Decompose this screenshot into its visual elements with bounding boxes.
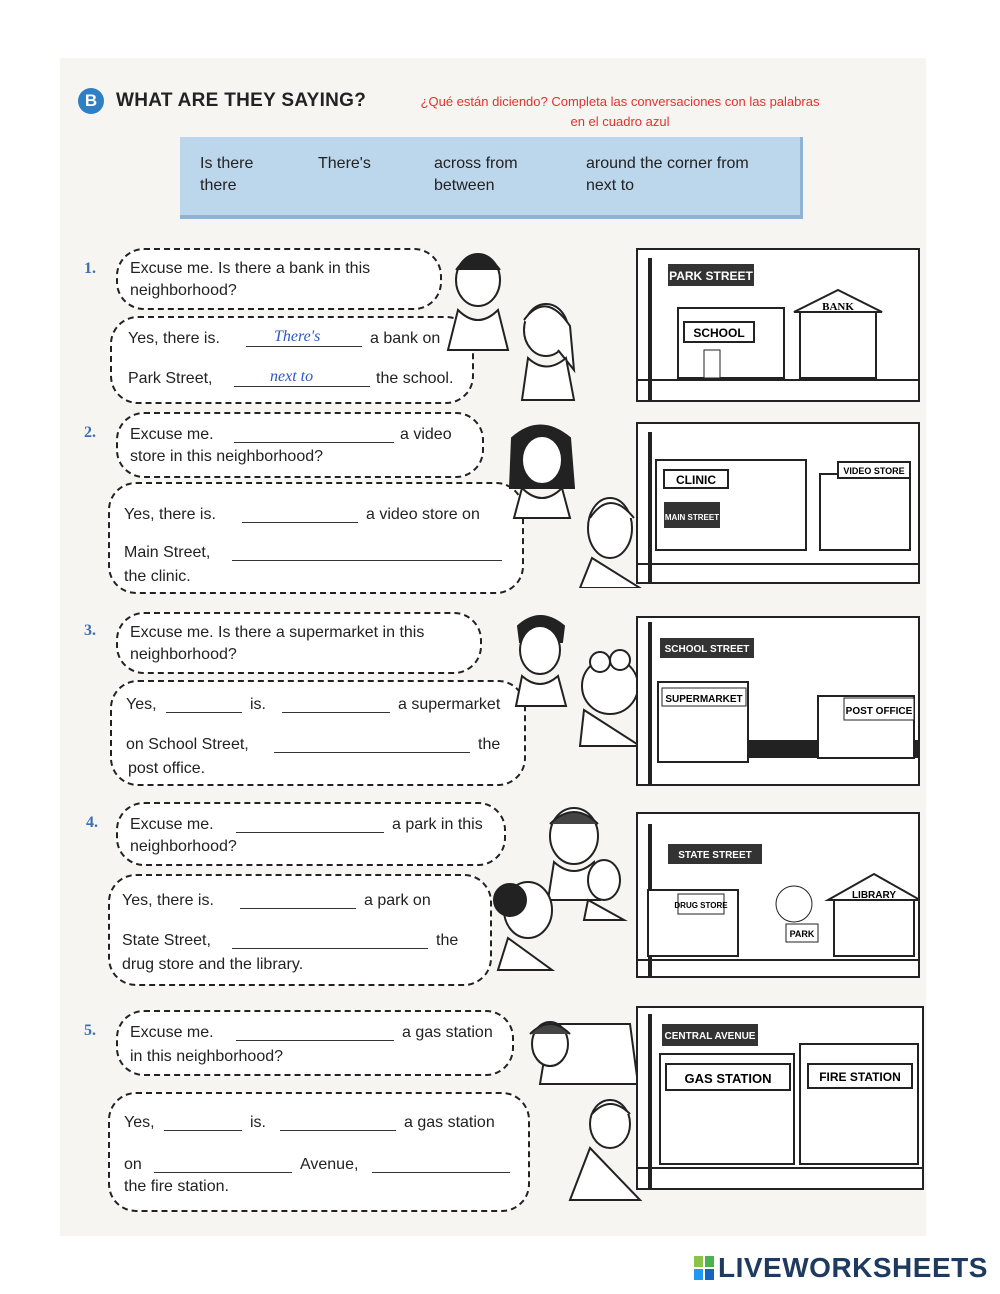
answer-bubble: Yes, is. a gas station on Avenue, the fire station. (108, 1092, 530, 1212)
street-scene (636, 248, 920, 402)
item-number: 4. (86, 814, 98, 831)
building-label: BANK (822, 301, 854, 313)
word-option: next to (586, 177, 635, 194)
answer-blank[interactable] (280, 1116, 396, 1131)
answer-blank[interactable] (166, 698, 242, 713)
building-label: PARK (789, 929, 815, 939)
question-bubble: Excuse me. a video store in this neighborhood? (116, 412, 484, 478)
people-illustration (500, 606, 650, 756)
word-option: around the corner from (586, 155, 749, 172)
street-scene (636, 422, 920, 584)
word-option: between (434, 177, 495, 194)
answer-blank[interactable] (236, 1026, 394, 1041)
answer-blank[interactable] (240, 894, 356, 909)
liveworksheets-icon (694, 1256, 714, 1280)
answer-blank[interactable] (232, 934, 428, 949)
building-label: VIDEO STORE (843, 466, 905, 476)
item-number: 3. (84, 622, 96, 639)
section-badge: B (78, 88, 104, 114)
people-illustration (488, 800, 638, 980)
question-bubble: Excuse me. a gas station in this neighborhood? (116, 1010, 514, 1076)
building-label: FIRE STATION (819, 1070, 901, 1084)
building-label: GAS STATION (684, 1071, 772, 1086)
answer-bubble: Yes, there is. a video store on Main Street, the clinic. (108, 482, 524, 594)
brand-logo: LIVEWORKSHEETS (718, 1252, 988, 1283)
item-number: 2. (84, 424, 96, 441)
building-label: SUPERMARKET (665, 694, 743, 705)
answer-blank[interactable] (274, 738, 470, 753)
street-scene (636, 1006, 924, 1190)
section-title: WHAT ARE THEY SAYING? (116, 90, 367, 111)
building-label: CLINIC (676, 473, 716, 487)
question-bubble: Excuse me. a park in this neighborhood? (116, 802, 506, 866)
question-bubble: Excuse me. Is there a bank in this neighborhood? (116, 248, 442, 310)
item-number: 5. (84, 1022, 96, 1039)
street-sign: CENTRAL AVENUE (664, 1031, 756, 1042)
word-box (180, 137, 803, 219)
building-label: DRUG STORE (674, 901, 728, 910)
filled-answer: There's (274, 328, 321, 345)
street-sign: PARK STREET (669, 269, 753, 283)
answer-blank[interactable] (282, 698, 390, 713)
street-sign: STATE STREET (678, 850, 752, 861)
item-number: 1. (84, 260, 96, 277)
instruction: ¿Qué están diciendo? Completa las conversaciones con las palabras en el cuadro azul (420, 94, 820, 129)
answer-bubble: Yes, there is. There's a bank on Park Street, next to the school. (110, 316, 474, 404)
building-label: POST OFFICE (845, 706, 913, 717)
word-option: There's (318, 155, 371, 172)
word-option: there (200, 177, 237, 194)
street-scene (636, 812, 920, 978)
street-sign: SCHOOL STREET (664, 644, 750, 655)
street-sign: MAIN STREET (664, 513, 720, 522)
building-label: SCHOOL (693, 326, 745, 340)
answer-blank[interactable] (234, 428, 394, 443)
answer-bubble: Yes, is. a supermarket on School Street, the post office. (110, 680, 526, 786)
answer-blank[interactable] (372, 1158, 510, 1173)
answer-blank[interactable] (236, 818, 384, 833)
word-option: across from (434, 155, 518, 172)
building-label: LIBRARY (851, 890, 897, 901)
people-illustration (438, 240, 598, 410)
question-bubble: Excuse me. Is there a supermarket in this neighborhood? (116, 612, 482, 674)
street-scene (636, 616, 920, 786)
word-option: Is there (200, 155, 254, 172)
filled-answer: next to (270, 368, 314, 385)
answer-blank[interactable] (164, 1116, 242, 1131)
answer-blank[interactable] (242, 508, 358, 523)
answer-blank[interactable] (232, 546, 502, 561)
answer-blank[interactable] (154, 1158, 292, 1173)
people-illustration (500, 418, 650, 588)
people-illustration (500, 1004, 650, 1204)
answer-bubble: Yes, there is. a park on State Street, the drug store and the library. (108, 874, 492, 986)
